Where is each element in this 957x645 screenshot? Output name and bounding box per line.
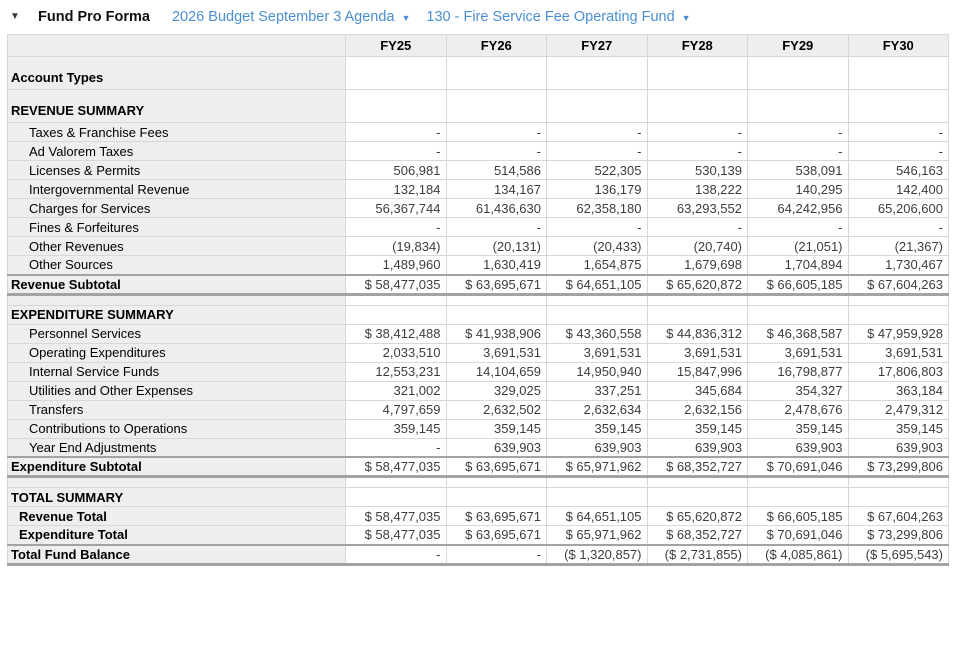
cell-value: 337,251 xyxy=(547,381,648,400)
cell-value: 639,903 xyxy=(748,438,849,457)
column-header-fy29: FY29 xyxy=(748,35,849,57)
cell-value xyxy=(647,57,748,90)
table-row xyxy=(8,526,949,545)
cell-value: - xyxy=(446,142,547,161)
proforma-table xyxy=(7,34,949,566)
budget-version-dropdown-label: 2026 Budget September 3 Agenda xyxy=(171,9,395,25)
cell-value: - xyxy=(446,218,547,237)
cell-value: 16,798,877 xyxy=(748,362,849,381)
cell-value: $ 46,368,587 xyxy=(748,324,849,343)
cell-value xyxy=(748,57,849,90)
row-label: Ad Valorem Taxes xyxy=(8,142,346,161)
table-row xyxy=(8,57,949,90)
cell-value: 3,691,531 xyxy=(446,343,547,362)
cell-value: 345,684 xyxy=(647,381,748,400)
table-row xyxy=(8,237,949,256)
cell-value: - xyxy=(748,123,849,142)
budget-version-dropdown[interactable] xyxy=(172,9,410,25)
cell-value: 142,400 xyxy=(848,180,949,199)
cell-value: 65,206,600 xyxy=(848,199,949,218)
column-header-fy28: FY28 xyxy=(647,35,748,57)
cell-value: $ 43,360,558 xyxy=(547,324,648,343)
cell-value: - xyxy=(547,142,648,161)
cell-value: 514,586 xyxy=(446,161,547,180)
cell-value: - xyxy=(446,545,547,565)
row-label: Year End Adjustments xyxy=(8,438,346,457)
table-row xyxy=(8,199,949,218)
cell-value: 2,632,634 xyxy=(547,400,648,419)
cell-value: 62,358,180 xyxy=(547,199,648,218)
cell-value: $ 63,695,671 xyxy=(446,526,547,545)
fund-dropdown-label: 130 - Fire Service Fee Operating Fund xyxy=(426,9,675,25)
column-header-fy30: FY30 xyxy=(848,35,949,57)
cell-value xyxy=(346,305,447,324)
cell-value: 522,305 xyxy=(547,161,648,180)
cell-value xyxy=(748,305,849,324)
cell-value: $ 47,959,928 xyxy=(848,324,949,343)
cell-value: $ 67,604,263 xyxy=(848,507,949,526)
cell-value: $ 58,477,035 xyxy=(346,275,447,295)
cell-value: $ 58,477,035 xyxy=(346,526,447,545)
table-row xyxy=(8,324,949,343)
cell-value: $ 68,352,727 xyxy=(647,457,748,477)
row-label: Charges for Services xyxy=(8,199,346,218)
cell-value: - xyxy=(446,123,547,142)
cell-value: 359,145 xyxy=(346,419,447,438)
cell-value: $ 64,651,105 xyxy=(547,275,648,295)
cell-value: (19,834) xyxy=(346,237,447,256)
chevron-down-icon: ▼ xyxy=(681,13,691,23)
cell-value xyxy=(647,477,748,488)
cell-value: $ 65,620,872 xyxy=(647,507,748,526)
cell-value: 506,981 xyxy=(346,161,447,180)
cell-value: 538,091 xyxy=(748,161,849,180)
cell-value: $ 58,477,035 xyxy=(346,457,447,477)
cell-value: ($ 5,695,543) xyxy=(848,545,949,565)
cell-value: (20,131) xyxy=(446,237,547,256)
cell-value: - xyxy=(647,218,748,237)
table-row xyxy=(8,180,949,199)
chevron-down-icon: ▼ xyxy=(401,13,411,23)
cell-value xyxy=(848,488,949,507)
cell-value xyxy=(547,294,648,305)
cell-value: $ 73,299,806 xyxy=(848,526,949,545)
cell-value: 1,679,698 xyxy=(647,256,748,275)
column-header-fy27: FY27 xyxy=(547,35,648,57)
cell-value xyxy=(647,488,748,507)
table-row xyxy=(8,305,949,324)
cell-value xyxy=(748,477,849,488)
cell-value: 64,242,956 xyxy=(748,199,849,218)
cell-value: - xyxy=(647,142,748,161)
row-label: Utilities and Other Expenses xyxy=(8,381,346,400)
cell-value: $ 44,836,312 xyxy=(647,324,748,343)
row-label: TOTAL SUMMARY xyxy=(8,488,346,507)
cell-value: (21,367) xyxy=(848,237,949,256)
cell-value: 3,691,531 xyxy=(547,343,648,362)
cell-value xyxy=(848,477,949,488)
row-label: Personnel Services xyxy=(8,324,346,343)
cell-value: $ 65,620,872 xyxy=(647,275,748,295)
cell-value: $ 41,938,906 xyxy=(446,324,547,343)
cell-value xyxy=(647,294,748,305)
row-label: Transfers xyxy=(8,400,346,419)
cell-value: - xyxy=(647,123,748,142)
topbar xyxy=(0,0,957,25)
cell-value: 17,806,803 xyxy=(848,362,949,381)
row-label: Expenditure Subtotal xyxy=(8,457,346,477)
cell-value: 15,847,996 xyxy=(647,362,748,381)
cell-value: ($ 1,320,857) xyxy=(547,545,648,565)
cell-value: 530,139 xyxy=(647,161,748,180)
cell-value: 3,691,531 xyxy=(848,343,949,362)
cell-value: - xyxy=(547,218,648,237)
cell-value: 363,184 xyxy=(848,381,949,400)
cell-value: $ 66,605,185 xyxy=(748,507,849,526)
row-label: Contributions to Operations xyxy=(8,419,346,438)
row-label: Total Fund Balance xyxy=(8,545,346,565)
cell-value: 2,632,156 xyxy=(647,400,748,419)
cell-value: - xyxy=(748,142,849,161)
cell-value xyxy=(547,90,648,123)
cell-value: 2,033,510 xyxy=(346,343,447,362)
cell-value xyxy=(547,488,648,507)
cell-value: (21,051) xyxy=(748,237,849,256)
cell-value xyxy=(748,488,849,507)
cell-value: 3,691,531 xyxy=(647,343,748,362)
cell-value: 1,654,875 xyxy=(547,256,648,275)
cell-value: 359,145 xyxy=(446,419,547,438)
corner-cell xyxy=(8,35,346,57)
table-row xyxy=(8,294,949,305)
table-row xyxy=(8,343,949,362)
cell-value xyxy=(848,305,949,324)
cell-value: $ 66,605,185 xyxy=(748,275,849,295)
table-row xyxy=(8,477,949,488)
cell-value: - xyxy=(848,142,949,161)
cell-value xyxy=(547,477,648,488)
cell-value: 132,184 xyxy=(346,180,447,199)
cell-value: ($ 4,085,861) xyxy=(748,545,849,565)
cell-value xyxy=(346,294,447,305)
cell-value xyxy=(446,294,547,305)
cell-value: - xyxy=(848,218,949,237)
cell-value: 1,630,419 xyxy=(446,256,547,275)
cell-value: - xyxy=(848,123,949,142)
cell-value xyxy=(848,57,949,90)
cell-value xyxy=(346,477,447,488)
table-row xyxy=(8,362,949,381)
row-label: Revenue Total xyxy=(8,507,346,526)
cell-value: 321,002 xyxy=(346,381,447,400)
row-label: Fines & Forfeitures xyxy=(8,218,346,237)
cell-value: $ 38,412,488 xyxy=(346,324,447,343)
cell-value: - xyxy=(547,123,648,142)
cell-value: $ 67,604,263 xyxy=(848,275,949,295)
row-label: Expenditure Total xyxy=(8,526,346,545)
table-row xyxy=(8,142,949,161)
row-label: Internal Service Funds xyxy=(8,362,346,381)
cell-value xyxy=(446,90,547,123)
table-body xyxy=(8,57,949,565)
table-row xyxy=(8,275,949,295)
table-row xyxy=(8,90,949,123)
cell-value: 63,293,552 xyxy=(647,199,748,218)
cell-value xyxy=(748,90,849,123)
cell-value: (20,740) xyxy=(647,237,748,256)
row-label: Taxes & Franchise Fees xyxy=(8,123,346,142)
cell-value xyxy=(647,90,748,123)
table-row xyxy=(8,218,949,237)
cell-value: 136,179 xyxy=(547,180,648,199)
cell-value: - xyxy=(346,438,447,457)
cell-value: 359,145 xyxy=(547,419,648,438)
cell-value: $ 63,695,671 xyxy=(446,507,547,526)
row-label: Other Sources xyxy=(8,256,346,275)
cell-value: 140,295 xyxy=(748,180,849,199)
row-label xyxy=(8,477,346,488)
cell-value xyxy=(748,294,849,305)
table-row xyxy=(8,488,949,507)
cell-value: 56,367,744 xyxy=(346,199,447,218)
column-header-fy26: FY26 xyxy=(446,35,547,57)
collapse-caret-icon[interactable]: ▼ xyxy=(10,11,20,22)
cell-value: 1,489,960 xyxy=(346,256,447,275)
cell-value: - xyxy=(748,218,849,237)
row-label: Operating Expenditures xyxy=(8,343,346,362)
cell-value: $ 65,971,962 xyxy=(547,526,648,545)
cell-value: - xyxy=(346,545,447,565)
cell-value xyxy=(547,305,648,324)
cell-value: 359,145 xyxy=(748,419,849,438)
cell-value: 639,903 xyxy=(547,438,648,457)
cell-value: 3,691,531 xyxy=(748,343,849,362)
cell-value: $ 70,691,046 xyxy=(748,457,849,477)
row-label xyxy=(8,294,346,305)
cell-value xyxy=(547,57,648,90)
cell-value xyxy=(346,488,447,507)
cell-value: $ 58,477,035 xyxy=(346,507,447,526)
cell-value: 4,797,659 xyxy=(346,400,447,419)
cell-value: - xyxy=(346,142,447,161)
table-row xyxy=(8,381,949,400)
row-label: Account Types xyxy=(8,57,346,90)
fund-dropdown[interactable] xyxy=(426,9,690,25)
cell-value xyxy=(346,57,447,90)
cell-value: 546,163 xyxy=(848,161,949,180)
cell-value xyxy=(647,305,748,324)
table-row xyxy=(8,123,949,142)
cell-value: 1,730,467 xyxy=(848,256,949,275)
page-title: Fund Pro Forma xyxy=(38,9,150,25)
cell-value: $ 63,695,671 xyxy=(446,275,547,295)
table-row xyxy=(8,256,949,275)
cell-value: $ 64,651,105 xyxy=(547,507,648,526)
cell-value: 61,436,630 xyxy=(446,199,547,218)
cell-value: 639,903 xyxy=(446,438,547,457)
column-header-fy25: FY25 xyxy=(346,35,447,57)
cell-value: - xyxy=(346,123,447,142)
row-label: Intergovernmental Revenue xyxy=(8,180,346,199)
cell-value: (20,433) xyxy=(547,237,648,256)
cell-value: 354,327 xyxy=(748,381,849,400)
cell-value: 14,104,659 xyxy=(446,362,547,381)
cell-value: 14,950,940 xyxy=(547,362,648,381)
row-label: REVENUE SUMMARY xyxy=(8,90,346,123)
cell-value xyxy=(848,90,949,123)
cell-value: 12,553,231 xyxy=(346,362,447,381)
cell-value xyxy=(346,90,447,123)
cell-value: 639,903 xyxy=(647,438,748,457)
table-row xyxy=(8,161,949,180)
cell-value: $ 68,352,727 xyxy=(647,526,748,545)
cell-value xyxy=(446,305,547,324)
cell-value: 2,479,312 xyxy=(848,400,949,419)
row-label: Licenses & Permits xyxy=(8,161,346,180)
cell-value: $ 65,971,962 xyxy=(547,457,648,477)
cell-value: 138,222 xyxy=(647,180,748,199)
cell-value: $ 70,691,046 xyxy=(748,526,849,545)
cell-value: 134,167 xyxy=(446,180,547,199)
table-row xyxy=(8,545,949,565)
table-row xyxy=(8,507,949,526)
cell-value xyxy=(446,488,547,507)
cell-value: $ 73,299,806 xyxy=(848,457,949,477)
row-label: Revenue Subtotal xyxy=(8,275,346,295)
table-row xyxy=(8,419,949,438)
cell-value: $ 63,695,671 xyxy=(446,457,547,477)
cell-value: 639,903 xyxy=(848,438,949,457)
cell-value: 329,025 xyxy=(446,381,547,400)
cell-value xyxy=(848,294,949,305)
row-label: Other Revenues xyxy=(8,237,346,256)
cell-value: 2,478,676 xyxy=(748,400,849,419)
table-row xyxy=(8,457,949,477)
cell-value: 2,632,502 xyxy=(446,400,547,419)
cell-value: ($ 2,731,855) xyxy=(647,545,748,565)
cell-value: 359,145 xyxy=(647,419,748,438)
column-header-row xyxy=(8,35,949,57)
cell-value xyxy=(446,477,547,488)
table-row xyxy=(8,438,949,457)
cell-value: 359,145 xyxy=(848,419,949,438)
cell-value: - xyxy=(346,218,447,237)
cell-value: 1,704,894 xyxy=(748,256,849,275)
row-label: EXPENDITURE SUMMARY xyxy=(8,305,346,324)
table-row xyxy=(8,400,949,419)
cell-value xyxy=(446,57,547,90)
